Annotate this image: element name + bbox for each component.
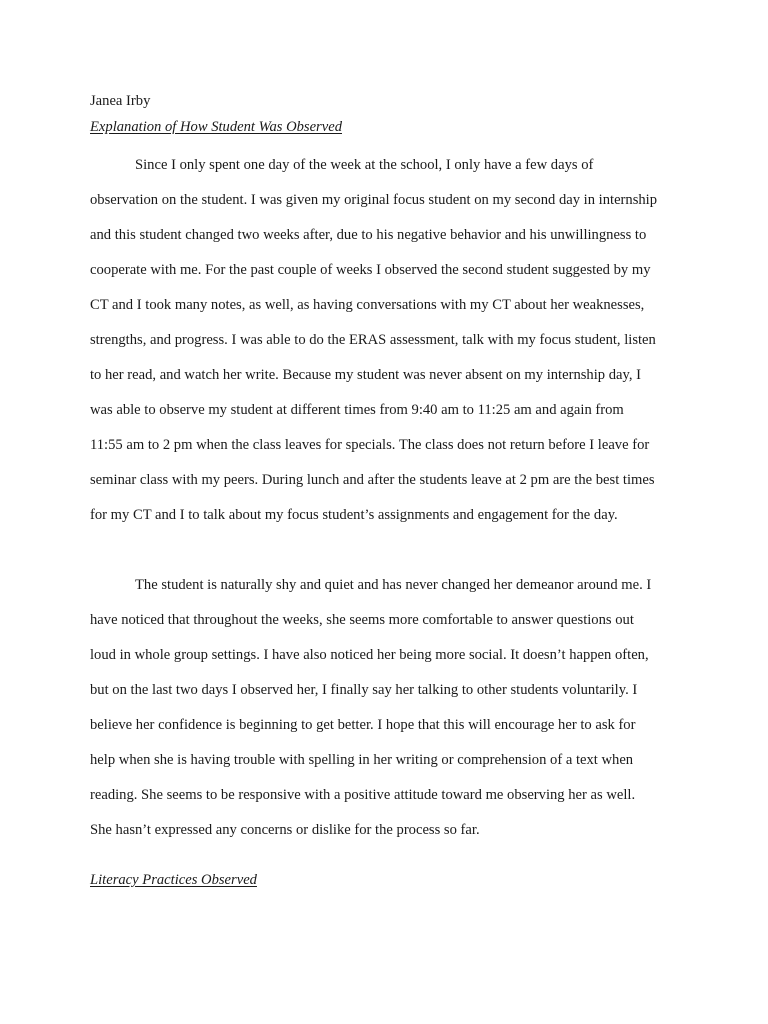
text-line: for my CT and I to talk about my focus student’s assignments and engagement for the day.	[90, 507, 618, 523]
text-line: but on the last two days I observed her, I finally say her talking to other students voluntarily. I	[90, 682, 638, 698]
text-line: reading. She seems to be responsive with a positive attitude toward me observing her as well.	[90, 787, 636, 803]
text-line: was able to observe my student at different times from 9:40 am to 11:25 am and again from	[90, 402, 624, 418]
text-line: believe her confidence is beginning to get better. I hope that this will encourage her to ask for	[90, 717, 636, 733]
paragraph-student-behavior	[90, 568, 690, 848]
text-line: She hasn’t expressed any concerns or dislike for the process so far.	[90, 822, 480, 838]
section-heading-observation: Explanation of How Student Was Observed	[90, 119, 342, 135]
paragraph-observation-method	[90, 148, 690, 533]
text-line: help when she is having trouble with spelling in her writing or comprehension of a text when	[90, 752, 634, 768]
text-line: observation on the student. I was given my original focus student on my second day in internship	[90, 192, 658, 208]
text-line: and this student changed two weeks after, due to his negative behavior and his unwillingness to	[90, 227, 647, 243]
author-name: Janea Irby	[90, 93, 151, 109]
text-line: to her read, and watch her write. Because my student was never absent on my internship day, I	[90, 367, 642, 383]
section-heading-literacy-practices: Literacy Practices Observed	[90, 872, 257, 888]
text-line: cooperate with me. For the past couple of weeks I observed the second student suggested by my	[90, 262, 651, 278]
text-line: strengths, and progress. I was able to do the ERAS assessment, talk with my focus student, listen	[90, 332, 656, 348]
text-line: 11:55 am to 2 pm when the class leaves for specials. The class does not return before I leave for	[90, 437, 650, 453]
text-line: seminar class with my peers. During lunch and after the students leave at 2 pm are the best times	[90, 472, 655, 488]
text-line: CT and I took many notes, as well, as having conversations with my CT about her weaknesses,	[90, 297, 645, 313]
paragraph-spacer	[90, 533, 690, 568]
text-line: loud in whole group settings. I have also noticed her being more social. It doesn’t happen often,	[90, 647, 649, 663]
text-line: The student is naturally shy and quiet and has never changed her demeanor around me. I	[135, 577, 652, 593]
text-line: Since I only spent one day of the week at the school, I only have a few days of	[135, 157, 594, 173]
text-line: have noticed that throughout the weeks, she seems more comfortable to answer questions out	[90, 612, 634, 628]
document-body	[90, 90, 690, 891]
